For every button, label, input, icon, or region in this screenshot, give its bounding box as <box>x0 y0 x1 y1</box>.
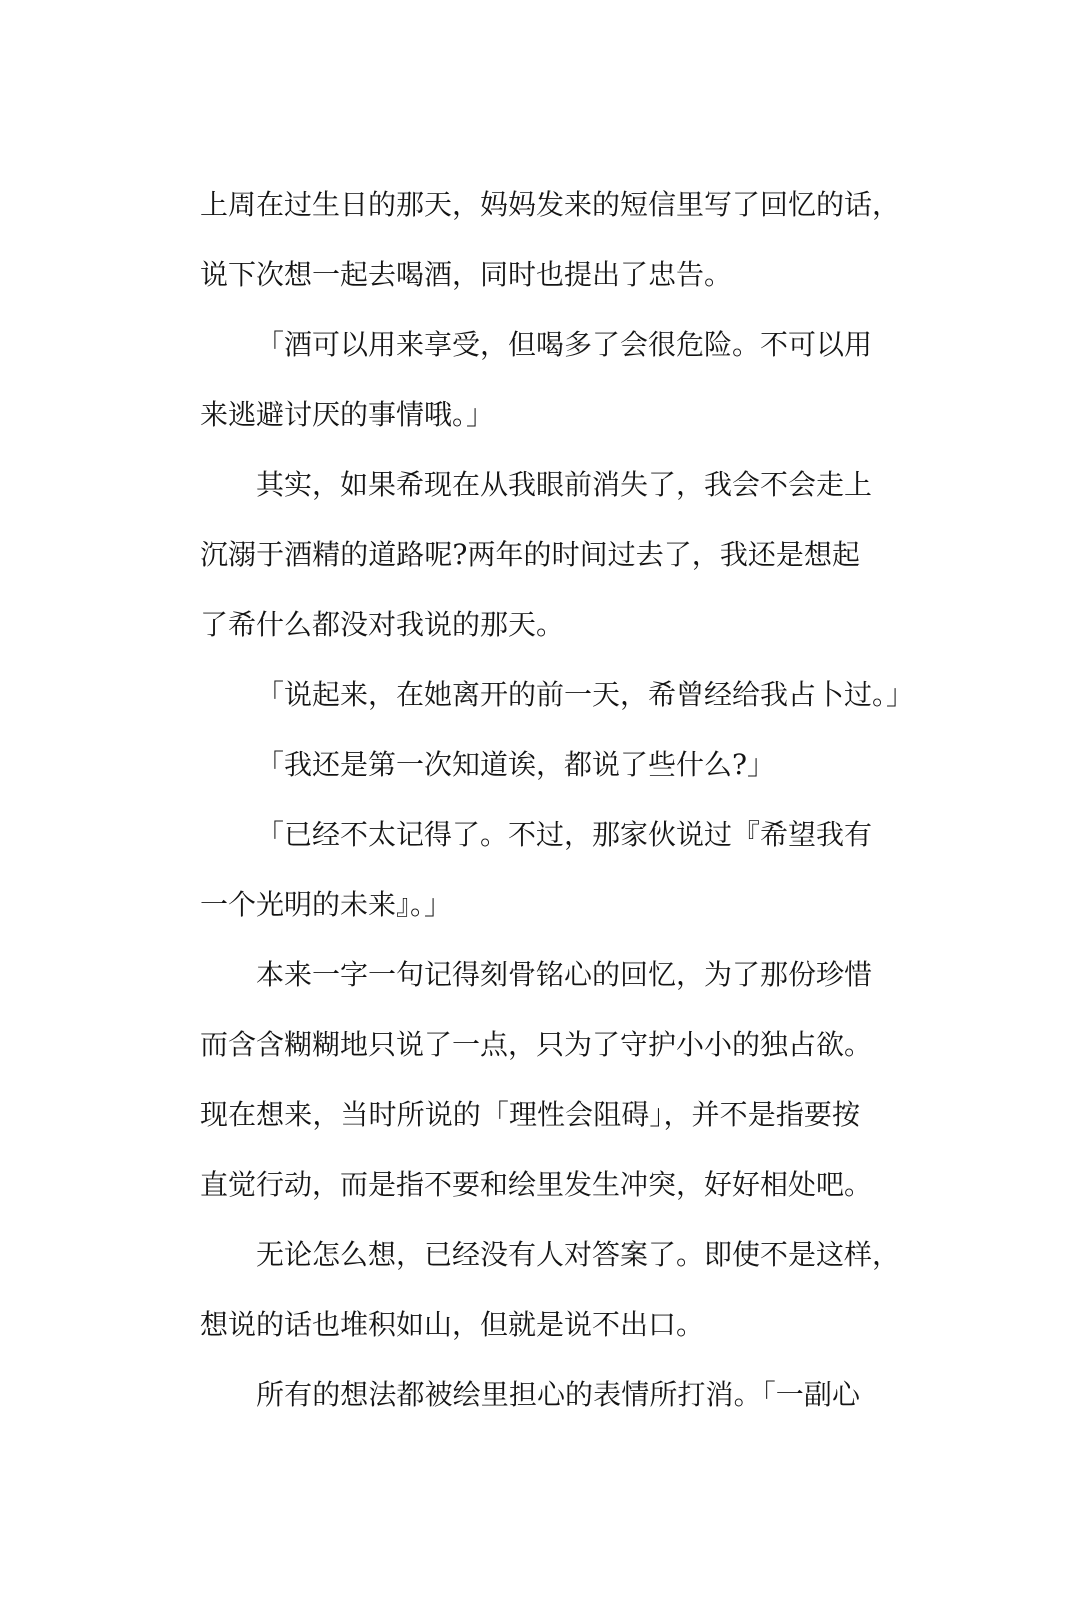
text-line-18: 所有的想法都被绘里担心的表情所打消。「一副心 <box>256 1378 860 1411</box>
text-line-2: 说下次想一起去喝酒，同时也提出了忠告。 <box>200 258 733 291</box>
text-line-3: 「酒可以用来享受，但喝多了会很危险。不可以用 <box>256 328 873 361</box>
text-line-7: 了希什么都没对我说的那天。 <box>200 608 565 641</box>
text-line-14: 现在想来，当时所说的「理性会阻碍」，并不是指要按 <box>200 1098 860 1131</box>
text-line-4: 来逃避讨厌的事情哦。」 <box>200 398 495 431</box>
text-line-17: 想说的话也堆积如山，但就是说不出口。 <box>200 1308 705 1341</box>
text-line-10: 「已经不太记得了。不过，那家伙说过『希望我有 <box>256 818 873 851</box>
text-line-11: 一个光明的未来』。」 <box>200 888 453 921</box>
text-line-6: 沉溺于酒精的道路呢?两年的时间过去了，我还是想起 <box>200 538 860 571</box>
page-text <box>200 170 915 1430</box>
text-line-13: 而含含糊糊地只说了一点，只为了守护小小的独占欲。 <box>200 1028 873 1061</box>
text-line-5: 其实，如果希现在从我眼前消失了，我会不会走上 <box>256 468 873 501</box>
text-line-16: 无论怎么想，已经没有人对答案了。即使不是这样， <box>256 1238 901 1271</box>
text-line-1: 上周在过生日的那天，妈妈发来的短信里写了回忆的话， <box>200 188 901 221</box>
text-line-12: 本来一字一句记得刻骨铭心的回忆，为了那份珍惜 <box>256 958 873 991</box>
text-line-15: 直觉行动，而是指不要和绘里发生冲突，好好相处吧。 <box>200 1168 873 1201</box>
text-line-8: 「说起来，在她离开的前一天，希曾经给我占卜过。」 <box>256 678 915 711</box>
text-line-9: 「我还是第一次知道诶，都说了些什么?」 <box>256 748 776 781</box>
